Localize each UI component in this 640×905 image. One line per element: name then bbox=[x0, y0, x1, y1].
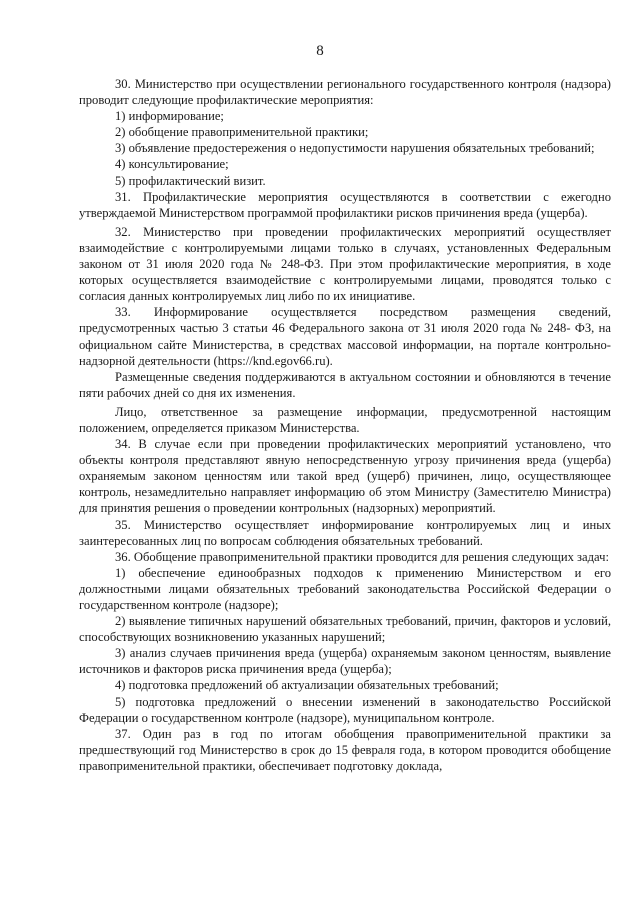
list-item-consulting: 4) консультирование; bbox=[115, 157, 229, 172]
paragraph-31: 31. Профилактические мероприятия осуществляются в соответствии с ежегодно утверждаемой Министерством программой профилактики рисков причинения вреда (ущерба). bbox=[79, 189, 611, 220]
paragraph-34: 34. В случае если при проведении профилактических мероприятий установлено, что объекты контроля представляют явную непосредственную угрозу причинения вреда (ущерба) охраняемым законом ценностям или такой вред (ущерб) причинен, лицо, осуществляющее контроль, незамедлительно направляет информацию об этом Министру (Заместителю Министра) для принятия решения о проведении контрольных (надзорных) мероприятий. bbox=[79, 437, 611, 516]
list-item-preventive-visit: 5) профилактический визит. bbox=[115, 173, 266, 188]
document-body bbox=[79, 76, 611, 774]
list-item-informing: 1) информирование; bbox=[115, 109, 224, 124]
list-item-typical-violations: 2) выявление типичных нарушений обязательных требований, причин, факторов и условий, способствующих возникновению указанных нарушений; bbox=[79, 614, 611, 645]
paragraph-32: 32. Министерство при проведении профилактических мероприятий осуществляет взаимодействие с контролируемыми лицами только в случаях, установленных Федеральным законом от 31 июля 2020 года № 248-ФЗ. При этом профилактические мероприятия, в ходе которых осуществляется взаимодействие с контролируемыми лицами, проводятся только с согласия данных контролируемых лиц либо по их инициативе. bbox=[79, 224, 611, 304]
paragraph-33-responsible: Лицо, ответственное за размещение информации, предусмотренной настоящим положением, определяется приказом Министерства. bbox=[79, 404, 611, 435]
list-item-requirements-update: 4) подготовка предложений об актуализации обязательных требований; bbox=[115, 678, 499, 693]
paragraph-30: 30. Министерство при осуществлении регионального государственного контроля (надзора) проводит следующие профилактические мероприятия: bbox=[79, 77, 611, 108]
list-item-harm-analysis: 3) анализ случаев причинения вреда (ущерба) охраняемым законом ценностям, выявление источников и факторов риска причинения вреда (ущерба); bbox=[79, 646, 611, 677]
paragraph-37: 37. Один раз в год по итогам обобщения правоприменительной практики за предшествующий год Министерство в срок до 15 февраля года, в котором проводится обобщение правоприменительной практики, обеспечивает подготовку доклада, bbox=[79, 726, 611, 773]
list-item-warning: 3) объявление предостережения о недопустимости нарушения обязательных требований; bbox=[115, 141, 595, 156]
paragraph-33-update: Размещенные сведения поддерживаются в актуальном состоянии и обновляются в течение пяти рабочих дней со дня их изменения. bbox=[79, 369, 611, 400]
paragraph-36: 36. Обобщение правоприменительной практики проводится для решения следующих задач: bbox=[115, 549, 609, 564]
page-number: 8 bbox=[316, 43, 324, 59]
list-item-practice-generalization: 2) обобщение правоприменительной практики; bbox=[115, 125, 369, 140]
list-item-uniform-approaches: 1) обеспечение единообразных подходов к применению Министерством и его должностными лицами обязательных требований законодательства Российской Федерации о государственном контроле (надзоре); bbox=[79, 565, 611, 612]
paragraph-35: 35. Министерство осуществляет информирование контролируемых лиц и иных заинтересованных лиц по вопросам соблюдения обязательных требований. bbox=[79, 517, 611, 548]
list-item-legislation-changes: 5) подготовка предложений о внесении изменений в законодательство Российской Федерации о государственном контроле (надзоре), муниципальном контроле. bbox=[79, 694, 611, 725]
paragraph-33: 33. Информирование осуществляется посредством размещения сведений, предусмотренных частью 3 статьи 46 Федерального закона от 31 июля 2020 года № 248- ФЗ, на официальном сайте Министерства, в средствах массовой информации, на портале контрольно-надзорной деятельности (https://knd.egov66.ru). bbox=[79, 305, 611, 368]
